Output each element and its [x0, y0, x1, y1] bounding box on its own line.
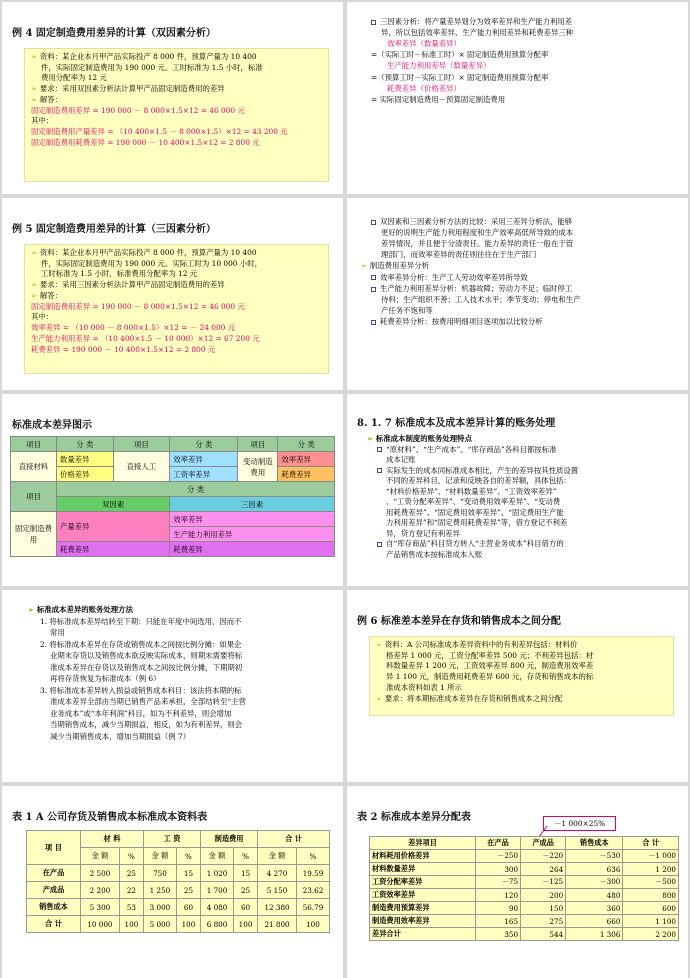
comparison-text: 双因素和三因素分析方法的比较：采用三差异分析法，能够 更好的说明生产能力利用程度和生产效率高低所导致的成本 差异情况，并且便于分清责任。能力差异的责任一般在于管 理部门，而效率差异的责任则往往在于生产部门 ➢ 制造费用差异分析 效率差异分析：生产工人劳动效率差异所导致 生产能力利用差异分析：机器故障；劳动力不足；临时停工 待料；生产组织不善；工人技术水平；季节变动；停电和生产 产任务不饱和等 耗费差异分析：按费用明细项目逐项加以比较分析	[361, 217, 581, 327]
bullet-icon: ➢	[28, 605, 34, 614]
slide-example-5	[2, 198, 343, 390]
bullet-icon: ➢	[31, 281, 37, 290]
square-bullet-icon	[371, 287, 376, 292]
table-row: 制造费用预算差异 90 150 360 600	[370, 902, 679, 915]
direct-material: 直接材料	[11, 452, 57, 482]
production-variance: 产量差异	[57, 512, 170, 542]
square-bullet-icon	[371, 320, 376, 325]
square-bullet-icon	[377, 542, 382, 547]
variable-overhead: 变动制造费用	[238, 452, 278, 482]
three-factor-text: 三因素分析：将产量差异划分为效率差异和生产能力利用差 异，所以包括效率差异、生产能力利用差异和耗费差异三种 效率差异（数量差异） =（实际工时－标准工时）× 固定制造费用预算分配率 生产能力利用差异（数量差异） =（预算工时－实际工时）× 固定制造费用预算分配率 耗费差异（价格差异） = 实际固定制造费用－预算固定制造费用	[371, 17, 574, 104]
table-row: 在产品 2 500 25 750 15 1 020 15 4 270 19.59	[27, 865, 330, 882]
standard-cost-table: 项 目 材 料 工 资 制造费用 合 计 金 额 % 金 额 % 金 额 % 金 额 % 在产品 2 500 25 750 15 1 020 15 4 270 19.59 产成品 2 200 22 1 250 25 1 700 25 5 150 23.62 销售成本 5 300 53 3 000 60 4 080 60 12 380 56.79 合 计 10 000 100 5 000 100 6 800 100 21 800 100	[26, 830, 330, 933]
slide-comparison	[347, 198, 688, 390]
slide-title: 表 1 A 公司存货及销售成本标准成本资料表	[12, 812, 208, 823]
slide-title: 例 5 固定制造费用差异的计算（三因素分析）	[12, 224, 216, 235]
bullet-icon: ➢	[31, 249, 37, 257]
slide-title: 例 4 固定制造费用差异的计算（双因素分析）	[12, 28, 216, 39]
bullet-icon: ➢	[376, 641, 382, 649]
square-bullet-icon	[377, 468, 382, 473]
slide-accounting-methods	[2, 590, 343, 782]
example-box: ➢ 资料：A 公司标准成本差异资料中的有利差异包括：材料价 格差异 1 000 元，工资分配率差异 500 元；不利差异包括：材 料数量差异 1 200 元，工资效率差异 800 元，制造费用效率差 异 1 100 元，制造费用耗费差异 600 元，存货和销售成本的标 准成本资料如表 1 所示 ➢ 要求：将本期标准成本差异在存货和销售成本之间分配	[369, 636, 674, 716]
bullet-icon: ➢	[31, 85, 37, 94]
square-bullet-icon	[371, 275, 376, 280]
variance-diagram-table: 项目 分 类 项目 分 类 项目 分 类 直接材料 数量差异 直接人工 效率差异 变动制造费用 效率差异 价格差异 工资率差异 耗费差异 项目 分 类 双因素 三因素 固定制造费用 产量差异 效率差异 生产能力利用差异 耗费差异 耗费差异	[10, 436, 335, 557]
slide-example-4	[2, 2, 343, 194]
table-row: 产成品 2 200 22 1 250 25 1 700 25 5 150 23.62	[27, 882, 330, 899]
bullet-icon: ➢	[361, 262, 367, 271]
slide-title: 例 6 标准差本差异在存货和销售成本之间分配	[357, 616, 561, 627]
square-bullet-icon	[371, 220, 376, 225]
fixed-overhead: 固定制造费用	[11, 512, 57, 557]
example-box: ➢ 资料：某企业本月甲产品实际投产 8 000 件，预算产量为 10 400 件，实际固定制造费用为 190 000 元。工时标准为 1.5 小时，标准 费用分配率为 12 元 ➢ 要求：采用双因素分析法计算甲产品固定制造费用的差异 ➢ 解答： 固定制造费用差异 = 190 000 － 8 000×1.5×12 = 46 000 元 其中： 固定制造费用产量差异 = （10 400×1.5 － 8 000×1.5）×12 = 43 200 元 固定制造费用耗费差异 = 190 000 － 10 400×1.5×12 = 2 800 元	[24, 48, 329, 182]
table-row: 制造费用效率差异 165 275 660 1 100	[370, 915, 679, 928]
table-row: 工资分配率差异 －75 －125 －300 －500	[370, 876, 679, 889]
bullet-icon: ➢	[376, 694, 382, 703]
slide-three-factor	[347, 2, 688, 194]
bullet-icon: ➢	[31, 95, 37, 104]
slide-title: 8. 1. 7 标准成本及成本差异计算的账务处理	[357, 418, 556, 429]
formula-callout: －1 000×25%	[543, 816, 616, 831]
square-bullet-icon	[377, 447, 382, 452]
slide-title: 标准成本差异图示	[12, 420, 92, 431]
slide-accounting	[347, 394, 688, 586]
table-row: 合 计 10 000 100 5 000 100 6 800 100 21 800 100	[27, 916, 330, 933]
slide-table-1	[2, 786, 343, 978]
direct-labor: 直接人工	[113, 452, 170, 482]
slide-table-2	[347, 786, 688, 978]
variance-allocation-table: 差异项目 在产品 产成品 销售成本 合 计 材料耗用价格差异 －250 －220 －530 －1 000 材料数量差异 300 264 636 1 200 工资分配率差异 －75 －125 －300 －500 工资效率差异 120 200 480 800 制造费用预算差异 90 150 360 600 制造费用效率差异 165 275 660 1 100 差异合计 350 544 1 306 2 200	[369, 836, 679, 941]
table-row: 销售成本 5 300 53 3 000 60 4 080 60 12 380 56.79	[27, 899, 330, 916]
bullet-icon: ➢	[31, 53, 37, 61]
bullet-icon: ➢	[31, 291, 37, 300]
table-row: 材料耗用价格差异 －250 －220 －530 －1 000	[370, 850, 679, 863]
slide-title: 表 2 标准成本差异分配表	[357, 812, 471, 823]
table-row: 材料数量差异 300 264 636 1 200	[370, 863, 679, 876]
accounting-text: ➢ 标准成本制度的账务处理特点 “原材料”、“生产成本”、“库存商品”各科目都按标准 成本记账 实际发生的成本同标准成本相比，产生的差异按其性质设置 不同的差异科目，记录和反映各自的差异额，具体包括： “材料价格差异”、“材料数量差异”、“工资效率差异” 、“工资分配率差异”、“变动费用效率差异”、“变动费 用耗费差异”、“固定费用效率差异”、“固定费用生产能 力利用差异”和“固定费用耗费差异”等，借方登记不利差 异，贷方登记有利差异 自“库存商品”科目贷方转入“主营业务成本”科目借方的 产品销售成本按标准成本入账	[367, 434, 579, 559]
table-row: 工资效率差异 120 200 480 800	[370, 889, 679, 902]
square-bullet-icon	[371, 20, 376, 25]
slide-variance-diagram	[2, 394, 343, 586]
example-box: ➢ 资料：某企业本月甲产品实际投产 8 000 件，预算产量为 10 400 件，实际固定制造费用为 190 000 元。实际工时为 10 000 小时， 工时标准为 1.5 小时，标准费用分配率为 12 元 ➢ 要求：采用三因素分析法计算甲产品固定制造费用的差异 ➢ 解答： 固定制造费用差异 = 190 000 － 8 000×1.5×12 = 46 000 元 其中： 效率差异 = （10 000 － 8 000×1.5）×12 = － 24 000 元 生产能力利用差异 = （10 400×1.5 － 10 000）×12 = 67 200 元 耗费差异 = 190 000 － 10 400×1.5×12 = 2 800 元	[24, 244, 329, 374]
table-row: 差异合计 350 544 1 306 2 200	[370, 928, 679, 941]
methods-text: ➢ 标准成本差异的账务处理方法 1. 将标准成本差异结转至下期：只能在年度中间选用，因而不 常用 2. 将标准成本差异在存货或销售成本之间按比例分摊：如果企 业期末存货以及销售成本欲反映实际成本，则期末需要将标 准成本差异在存货以及销售成本之间按比例分摊，下期期初 再将存货恢复为标准成本（例 6） 3. 将标准成本差异转入损益或销售成本科目：该法将本期的标 准成本差异全部由当期已销售产品来承担，全部结转至“主营 业务成本”或“本年利润”科目，如为不利差异，则会增加 当期销售成本，减少当期损益，相反，如为有利差异，则会 减少当期销售成本，增加当期损益（例 7）	[28, 605, 246, 741]
bullet-icon: ➢	[367, 434, 373, 443]
slide-example-6	[347, 590, 688, 782]
